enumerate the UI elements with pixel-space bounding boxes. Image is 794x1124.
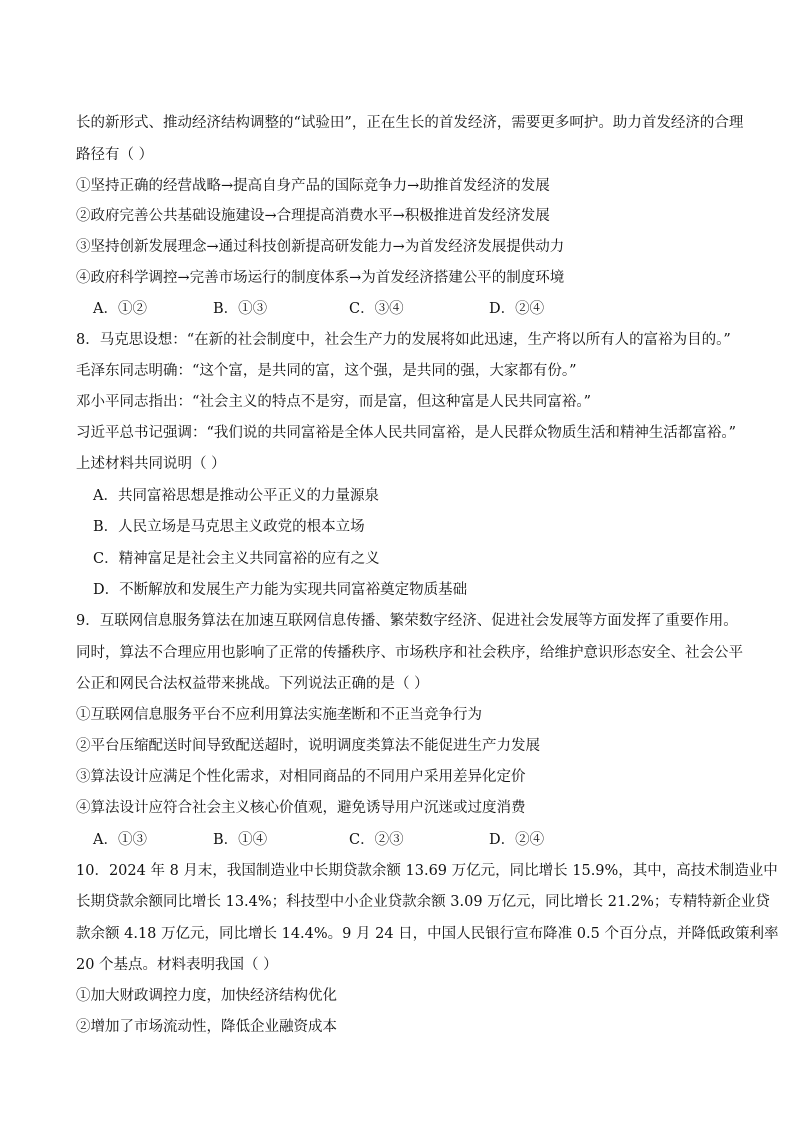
q7-item-4: ④政府科学调控→完善市场运行的制度体系→为首发经济搭建公平的制度环境: [76, 270, 565, 286]
q7-item-2: ②政府完善公共基础设施建设→合理提高消费水平→积极推进首发经济发展: [76, 208, 550, 224]
q8-option-b[interactable]: B．人民立场是马克思主义政党的根本立场: [93, 519, 365, 535]
q8-option-c[interactable]: C．精神富足是社会主义共同富裕的应有之义: [93, 551, 380, 567]
q8-stem-line-4: 习近平总书记强调：“我们说的共同富裕是全体人民共同富裕，是人民群众物质生活和精神生活都富裕。”: [76, 425, 737, 441]
q7-option-a[interactable]: A．①②: [93, 301, 147, 317]
q7-item-1: ①坚持正确的经营战略→提高自身产品的国际竞争力→助推首发经济的发展: [76, 178, 550, 194]
q10-stem-line-1: 10．2024 年 8 月末，我国制造业中长期贷款余额 13.69 万亿元，同比增长 15.9%，其中，高技术制造业中: [76, 863, 778, 879]
q9-option-c[interactable]: C．②③: [349, 832, 404, 848]
q8-stem-line-3: 邓小平同志指出：“社会主义的特点不是穷，而是富，但这种富是人民共同富裕。”: [76, 394, 592, 410]
q9-stem-line-2: 同时，算法不合理应用也影响了正常的传播秩序、市场秩序和社会秩序，给维护意识形态安全、社会公平: [76, 645, 743, 661]
q8-option-a[interactable]: A．共同富裕思想是推动公平正义的力量源泉: [93, 488, 379, 504]
q8-stem-line-1: 8．马克思设想：“在新的社会制度中，社会生产力的发展将如此迅速，生产将以所有人的富裕为目的。”: [76, 332, 731, 348]
q10-item-1: ①加大财政调控力度，加快经济结构优化: [76, 988, 337, 1004]
q7-option-b[interactable]: B．①③: [213, 301, 268, 317]
q9-option-b[interactable]: B．①④: [213, 832, 268, 848]
q10-stem-line-3: 款余额 4.18 万亿元，同比增长 14.4%。9 月 24 日，中国人民银行宣布降准 0.5 个百分点，并降低政策利率: [76, 926, 779, 942]
q8-option-d[interactable]: D．不断解放和发展生产力能为实现共同富裕奠定物质基础: [93, 582, 468, 598]
q10-stem-line-2: 长期贷款余额同比增长 13.4%；科技型中小企业贷款余额 3.09 万亿元，同比增长 21.2%；专精特新企业贷: [76, 894, 770, 910]
q7-stem-line-2: 路径有（ ）: [76, 147, 154, 163]
q9-stem-line-3: 公正和网民合法权益带来挑战。下列说法正确的是（ ）: [76, 676, 429, 692]
q7-item-3: ③坚持创新发展理念→通过科技创新提高研发能力→为首发经济发展提供动力: [76, 239, 565, 255]
q8-stem-line-5: 上述材料共同说明（ ）: [76, 456, 226, 472]
q9-item-4: ④算法设计应符合社会主义核心价值观，避免诱导用户沉迷或过度消费: [76, 800, 526, 816]
q8-stem-line-2: 毛泽东同志明确：“这个富，是共同的富，这个强，是共同的强，大家都有份。”: [76, 363, 577, 379]
q9-option-a[interactable]: A．①③: [93, 832, 147, 848]
q10-stem-line-4: 20 个基点。材料表明我国（ ）: [76, 957, 278, 973]
q7-option-d[interactable]: D．②④: [489, 301, 545, 317]
q7-option-c[interactable]: C．③④: [349, 301, 404, 317]
q10-item-2: ②增加了市场流动性，降低企业融资成本: [76, 1019, 337, 1035]
q7-stem-line-1: 长的新形式、推动经济结构调整的“试验田”，正在生长的首发经济，需要更多呵护。助力首发经济的合理: [76, 115, 744, 131]
q9-stem-line-1: 9．互联网信息服务算法在加速互联网信息传播、繁荣数字经济、促进社会发展等方面发挥了重要作用。: [76, 613, 738, 629]
q9-item-2: ②平台压缩配送时间导致配送超时，说明调度类算法不能促进生产力发展: [76, 738, 540, 754]
q9-item-1: ①互联网信息服务平台不应利用算法实施垄断和不正当竞争行为: [76, 707, 482, 723]
q9-option-d[interactable]: D．②④: [489, 832, 545, 848]
q9-item-3: ③算法设计应满足个性化需求，对相同商品的不同用户采用差异化定价: [76, 769, 526, 785]
